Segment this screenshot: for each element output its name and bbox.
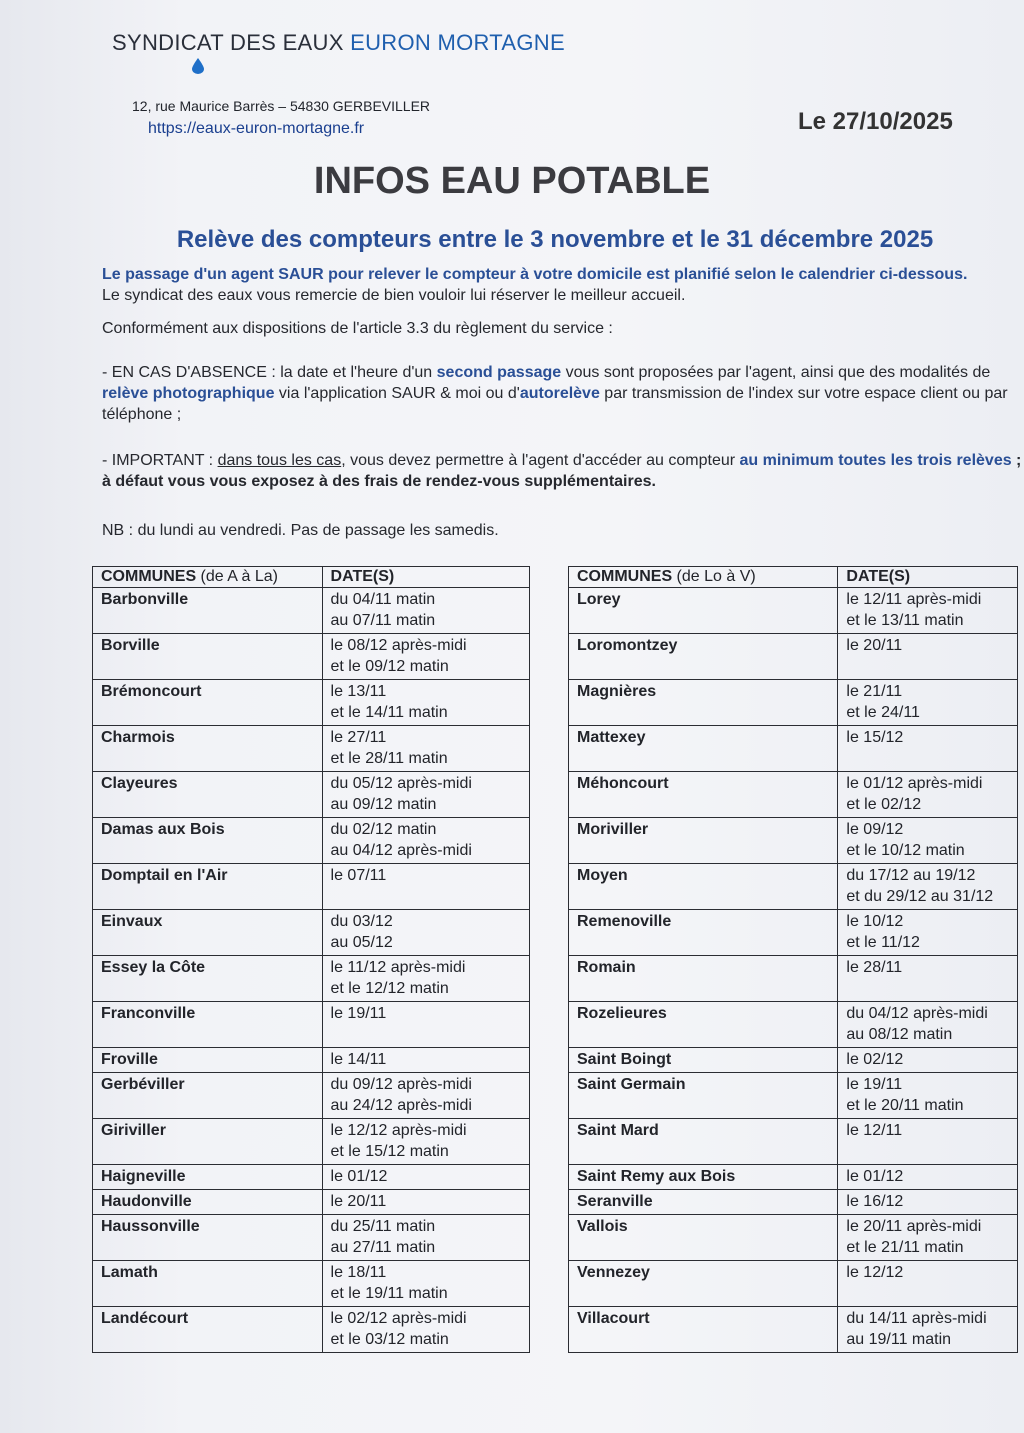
date-line-2: au 07/11 matin: [330, 612, 436, 629]
table-row: [93, 1119, 530, 1165]
dates-cell: [322, 1215, 529, 1261]
date-line-2: et le 24/11: [846, 704, 920, 721]
page-title: INFOS EAU POTABLE: [313, 160, 711, 202]
table-row: [569, 1190, 1018, 1215]
date-line-1: le 15/12: [846, 729, 904, 746]
date-line-1: le 10/12: [846, 913, 904, 930]
dates-cell: [322, 1307, 529, 1353]
date-line-2: et le 20/11 matin: [846, 1097, 964, 1114]
date-line-2: [846, 656, 1009, 677]
table-row: [569, 588, 1018, 634]
date-line-1: le 20/11: [330, 1193, 387, 1210]
dates-cell: [322, 1190, 529, 1215]
date-line-1: le 02/12: [846, 1051, 904, 1068]
commune-cell: Méhoncourt: [569, 772, 838, 818]
date-line-1: le 12/12 après-midi: [330, 1122, 467, 1139]
commune-cell: Charmois: [93, 726, 323, 772]
date-line-2: et le 15/12 matin: [330, 1143, 449, 1160]
dates-cell: [322, 772, 529, 818]
dates-cell: [322, 956, 529, 1002]
important-text-1: - IMPORTANT :: [102, 452, 218, 469]
dates-cell: [322, 1048, 529, 1073]
website-link[interactable]: https://eaux-euron-mortagne.fr: [148, 120, 365, 137]
table-row: [93, 1165, 530, 1190]
dates-cell: [322, 864, 529, 910]
important-text-2: , vous devez permettre à l'agent d'accéder au compteur: [341, 452, 740, 469]
date-line-2: et le 13/11 matin: [846, 612, 964, 629]
article-paragraph: Conformément aux dispositions de l'article 3.3 du règlement du service :: [102, 320, 613, 337]
commune-cell: Lorey: [569, 588, 838, 634]
commune-cell: Giriviller: [93, 1119, 323, 1165]
date-line-1: le 20/11 après-midi: [846, 1218, 982, 1235]
dates-cell: [838, 956, 1018, 1002]
commune-cell: Vallois: [569, 1215, 838, 1261]
date-line-2: et le 09/12 matin: [330, 658, 449, 675]
table-row: [93, 588, 530, 634]
header-communes-label: COMMUNES: [101, 568, 197, 585]
date-line-2: et le 14/11 matin: [330, 704, 448, 721]
date-line-1: le 14/11: [330, 1051, 387, 1068]
commune-cell: Rozelieures: [569, 1002, 838, 1048]
commune-cell: Seranville: [569, 1190, 838, 1215]
date-line-1: le 12/11 après-midi: [846, 591, 982, 608]
table-row: [93, 1261, 530, 1307]
commune-cell: Einvaux: [93, 910, 323, 956]
dates-cell: [322, 910, 529, 956]
header-communes-range: (de Lo à V): [672, 568, 756, 585]
date-line-2: et le 11/12: [846, 934, 920, 951]
date-line-1: le 18/11: [330, 1264, 387, 1281]
table-row: [569, 726, 1018, 772]
table-row: [569, 910, 1018, 956]
dates-cell: [322, 818, 529, 864]
absence-text-3: via l'application SAUR & moi ou d': [274, 385, 520, 402]
table-row: [93, 772, 530, 818]
commune-cell: Saint Germain: [569, 1073, 838, 1119]
table-row: [93, 1307, 530, 1353]
dates-cell: [322, 588, 529, 634]
date-line-1: du 03/12: [330, 913, 393, 930]
date-line-1: le 01/12: [846, 1168, 904, 1185]
dates-cell: [838, 772, 1018, 818]
commune-cell: Haudonville: [93, 1190, 323, 1215]
schedule-table-right: [568, 566, 1018, 1353]
dates-cell: [838, 1119, 1018, 1165]
water-drop-icon: [192, 58, 204, 74]
dates-cell: [322, 634, 529, 680]
date-line-1: du 14/11 après-midi: [846, 1310, 987, 1327]
date-line-1: le 08/12 après-midi: [330, 637, 467, 654]
commune-cell: Remenoville: [569, 910, 838, 956]
date-line-2: et le 21/11 matin: [846, 1239, 964, 1256]
date-line-2: au 19/11 matin: [846, 1331, 952, 1348]
date-line-1: le 02/12 après-midi: [330, 1310, 467, 1327]
table-header-row: [93, 567, 530, 588]
commune-cell: Moriviller: [569, 818, 838, 864]
date-line-1: le 01/12 après-midi: [846, 775, 983, 792]
dates-cell: [838, 818, 1018, 864]
dates-cell: [838, 1190, 1018, 1215]
table-row: [569, 1215, 1018, 1261]
table-row: [93, 634, 530, 680]
dates-cell: [838, 1165, 1018, 1190]
table-row: [93, 864, 530, 910]
dates-cell: [838, 864, 1018, 910]
dates-cell: [838, 1002, 1018, 1048]
table-row: [569, 1048, 1018, 1073]
table-row: [93, 1215, 530, 1261]
date-line-2: et le 10/12 matin: [846, 842, 965, 859]
dates-cell: [838, 726, 1018, 772]
date-line-2: au 08/12 matin: [846, 1026, 953, 1043]
commune-cell: Romain: [569, 956, 838, 1002]
header-dates: DATE(S): [322, 567, 529, 588]
commune-cell: Moyen: [569, 864, 838, 910]
commune-cell: Domptail en l'Air: [93, 864, 323, 910]
date-line-2: [331, 886, 521, 907]
absence-text-4: par transmission de l'index sur votre espace client ou par téléphone ;: [102, 385, 1008, 423]
commune-cell: Gerbéviller: [93, 1073, 323, 1119]
schedule-table-left: [92, 566, 530, 1353]
dates-cell: [838, 1048, 1018, 1073]
dates-cell: [838, 1073, 1018, 1119]
table-row: [569, 1073, 1018, 1119]
date-line-1: le 12/12: [846, 1264, 904, 1281]
date-line-1: le 27/11: [330, 729, 387, 746]
dates-cell: [838, 1261, 1018, 1307]
intro-line-1: Le passage d'un agent SAUR pour relever le compteur à votre domicile est planifié selon le calendrier ci-dessous.: [102, 266, 968, 283]
date-line-2: au 05/12: [330, 934, 393, 951]
table-row: [93, 956, 530, 1002]
date-line-1: le 20/11: [846, 637, 903, 654]
commune-cell: Haussonville: [93, 1215, 323, 1261]
header-dates: DATE(S): [838, 567, 1018, 588]
important-underlined: dans tous les cas: [217, 452, 342, 469]
date-line-2: au 27/11 matin: [330, 1239, 436, 1256]
date-line-2: et le 03/12 matin: [330, 1331, 449, 1348]
logo: [112, 30, 565, 56]
table-row: [93, 818, 530, 864]
commune-cell: Saint Remy aux Bois: [569, 1165, 838, 1190]
header-communes-label: COMMUNES: [577, 568, 673, 585]
dates-cell: [838, 680, 1018, 726]
commune-cell: Haigneville: [93, 1165, 323, 1190]
table-row: [569, 634, 1018, 680]
table-row: [569, 772, 1018, 818]
dates-cell: [838, 1215, 1018, 1261]
table-row: [93, 1048, 530, 1073]
table-row: [569, 864, 1018, 910]
commune-cell: Barbonville: [93, 588, 323, 634]
table-row: [569, 1261, 1018, 1307]
table-row: [93, 726, 530, 772]
date-line-2: [846, 1283, 1009, 1304]
absence-bold-1: second passage: [436, 364, 562, 381]
date-line-1: le 21/11: [846, 683, 903, 700]
commune-cell: Landécourt: [93, 1307, 323, 1353]
commune-cell: Saint Boingt: [569, 1048, 838, 1073]
dates-cell: [322, 1165, 529, 1190]
date-line-1: le 19/11: [330, 1005, 387, 1022]
dates-cell: [322, 726, 529, 772]
commune-cell: Froville: [93, 1048, 323, 1073]
date-line-2: et le 19/11 matin: [330, 1285, 448, 1302]
important-bold-1: au minimum toutes les trois relèves: [739, 452, 1012, 469]
date-line-1: du 05/12 après-midi: [330, 775, 472, 792]
commune-cell: Vennezey: [569, 1261, 838, 1307]
date-line-2: [846, 1141, 1009, 1162]
table-row: [569, 1307, 1018, 1353]
commune-cell: Lamath: [93, 1261, 323, 1307]
date-line-2: [846, 748, 1009, 769]
table-header-row: [569, 567, 1018, 588]
absence-text-2: vous sont proposées par l'agent, ainsi que des modalités de: [561, 364, 991, 381]
important-bold-2: ; à défaut vous vous exposez à des frais de rendez-vous supplémentaires.: [102, 452, 1022, 490]
dates-cell: [322, 680, 529, 726]
important-paragraph: [102, 450, 1022, 492]
dates-cell: [322, 1002, 529, 1048]
date-line-2: et le 12/12 matin: [330, 980, 449, 997]
date-line-1: le 01/12: [330, 1168, 388, 1185]
address: 12, rue Maurice Barrès – 54830 GERBEVILLER: [132, 98, 431, 114]
absence-paragraph: [102, 362, 1022, 425]
table-row: [569, 1119, 1018, 1165]
dates-cell: [322, 1261, 529, 1307]
commune-cell: Essey la Côte: [93, 956, 323, 1002]
table-row: [93, 1190, 530, 1215]
date-line-1: du 04/11 matin: [330, 591, 436, 608]
commune-cell: Villacourt: [569, 1307, 838, 1353]
absence-text-1: - EN CAS D'ABSENCE : la date et l'heure d'un: [102, 364, 437, 381]
date-line-1: le 19/11: [846, 1076, 903, 1093]
date-line-1: le 09/12: [846, 821, 904, 838]
date-line-1: du 02/12 matin: [330, 821, 437, 838]
date-line-1: le 13/11: [330, 683, 387, 700]
table-row: [569, 956, 1018, 1002]
table-row: [569, 680, 1018, 726]
document-date: Le 27/10/2025: [798, 108, 953, 135]
nb-note: NB : du lundi au vendredi. Pas de passage les samedis.: [102, 522, 499, 539]
dates-cell: [838, 634, 1018, 680]
table-row: [569, 1165, 1018, 1190]
page-subtitle: Relève des compteurs entre le 3 novembre et le 31 décembre 2025: [176, 226, 934, 253]
header-communes-range: (de A à La): [196, 568, 278, 585]
date-line-1: le 28/11: [846, 959, 903, 976]
date-line-1: du 17/12 au 19/12: [846, 867, 976, 884]
commune-cell: Clayeures: [93, 772, 323, 818]
header-communes: [93, 567, 323, 588]
commune-cell: Mattexey: [569, 726, 838, 772]
dates-cell: [838, 1307, 1018, 1353]
table-row: [93, 910, 530, 956]
commune-cell: Damas aux Bois: [93, 818, 323, 864]
commune-cell: Franconville: [93, 1002, 323, 1048]
logo-text: SYNDICAT DES EAUX: [112, 30, 351, 55]
table-row: [569, 818, 1018, 864]
dates-cell: [322, 1119, 529, 1165]
absence-bold-2: relève photographique: [102, 385, 275, 402]
date-line-2: et le 28/11 matin: [330, 750, 448, 767]
date-line-1: le 07/11: [330, 867, 387, 884]
dates-cell: [838, 588, 1018, 634]
table-row: [93, 680, 530, 726]
date-line-1: le 12/11: [846, 1122, 903, 1139]
header-communes: [569, 567, 838, 588]
date-line-2: et le 02/12: [846, 796, 922, 813]
commune-cell: Magnières: [569, 680, 838, 726]
dates-cell: [838, 910, 1018, 956]
logo-brand-text: EURON MORTAGNE: [350, 30, 565, 55]
dates-cell: [322, 1073, 529, 1119]
intro-paragraph: [102, 264, 1022, 306]
commune-cell: Saint Mard: [569, 1119, 838, 1165]
commune-cell: Brémoncourt: [93, 680, 323, 726]
commune-cell: Loromontzey: [569, 634, 838, 680]
absence-bold-3: autorelève: [519, 385, 600, 402]
date-line-1: du 04/12 après-midi: [846, 1005, 988, 1022]
table-row: [569, 1002, 1018, 1048]
date-line-1: le 16/12: [846, 1193, 904, 1210]
table-row: [93, 1073, 530, 1119]
date-line-1: le 11/12 après-midi: [330, 959, 466, 976]
date-line-2: [846, 978, 1009, 999]
date-line-2: au 24/12 après-midi: [330, 1097, 472, 1114]
date-line-1: du 25/11 matin: [330, 1218, 436, 1235]
date-line-2: au 04/12 après-midi: [330, 842, 472, 859]
intro-line-2: Le syndicat des eaux vous remercie de bien vouloir lui réserver le meilleur accueil.: [102, 287, 686, 304]
commune-cell: Borville: [93, 634, 323, 680]
date-line-2: [331, 1024, 521, 1045]
table-row: [93, 1002, 530, 1048]
date-line-1: du 09/12 après-midi: [330, 1076, 472, 1093]
date-line-2: et du 29/12 au 31/12: [846, 888, 994, 905]
date-line-2: au 09/12 matin: [330, 796, 437, 813]
